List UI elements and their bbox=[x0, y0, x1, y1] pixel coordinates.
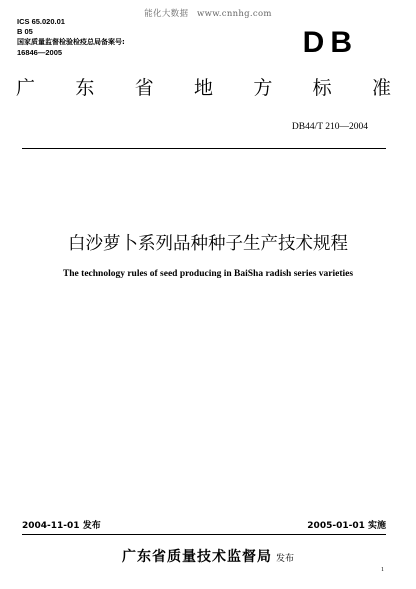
db-mark: DB bbox=[302, 26, 358, 59]
standard-type-char: 地 bbox=[193, 77, 213, 99]
standard-type-char: 东 bbox=[75, 77, 95, 99]
standard-number: DB44/T 210—2004 bbox=[291, 122, 368, 132]
watermark-text: 能化大数据 www.cnnhg.com bbox=[144, 9, 272, 19]
issuer-line bbox=[0, 548, 416, 568]
document-title-cn: 白沙萝卜系列品种种子生产技术规程 bbox=[68, 234, 348, 254]
implementation-date: 2005-01-01 实施 bbox=[307, 521, 386, 531]
issuer-suffix: 发布 bbox=[275, 554, 294, 564]
page-number: 1 bbox=[381, 567, 384, 573]
record-label: 国家质量监督检验检疫总局备案号: bbox=[17, 38, 125, 46]
standard-type-char: 广 bbox=[16, 77, 36, 99]
standard-type-char: 准 bbox=[371, 77, 391, 99]
standard-type-heading bbox=[16, 77, 391, 99]
issue-date: 2004-11-01 发布 bbox=[22, 521, 101, 531]
bottom-divider bbox=[22, 534, 386, 535]
ics-code: ICS 65.020.01 bbox=[17, 17, 65, 26]
top-divider bbox=[22, 148, 386, 149]
standard-type-char: 标 bbox=[312, 77, 332, 99]
document-title-en: The technology rules of seed producing in BaiSha radish series varieties bbox=[62, 269, 354, 279]
ccs-code: B 05 bbox=[17, 27, 33, 36]
standard-type-char: 方 bbox=[253, 77, 273, 99]
record-number: 16846—2005 bbox=[17, 48, 63, 57]
standard-type-char: 省 bbox=[134, 77, 154, 99]
issuer-name: 广东省质量技术监督局 bbox=[121, 549, 272, 565]
